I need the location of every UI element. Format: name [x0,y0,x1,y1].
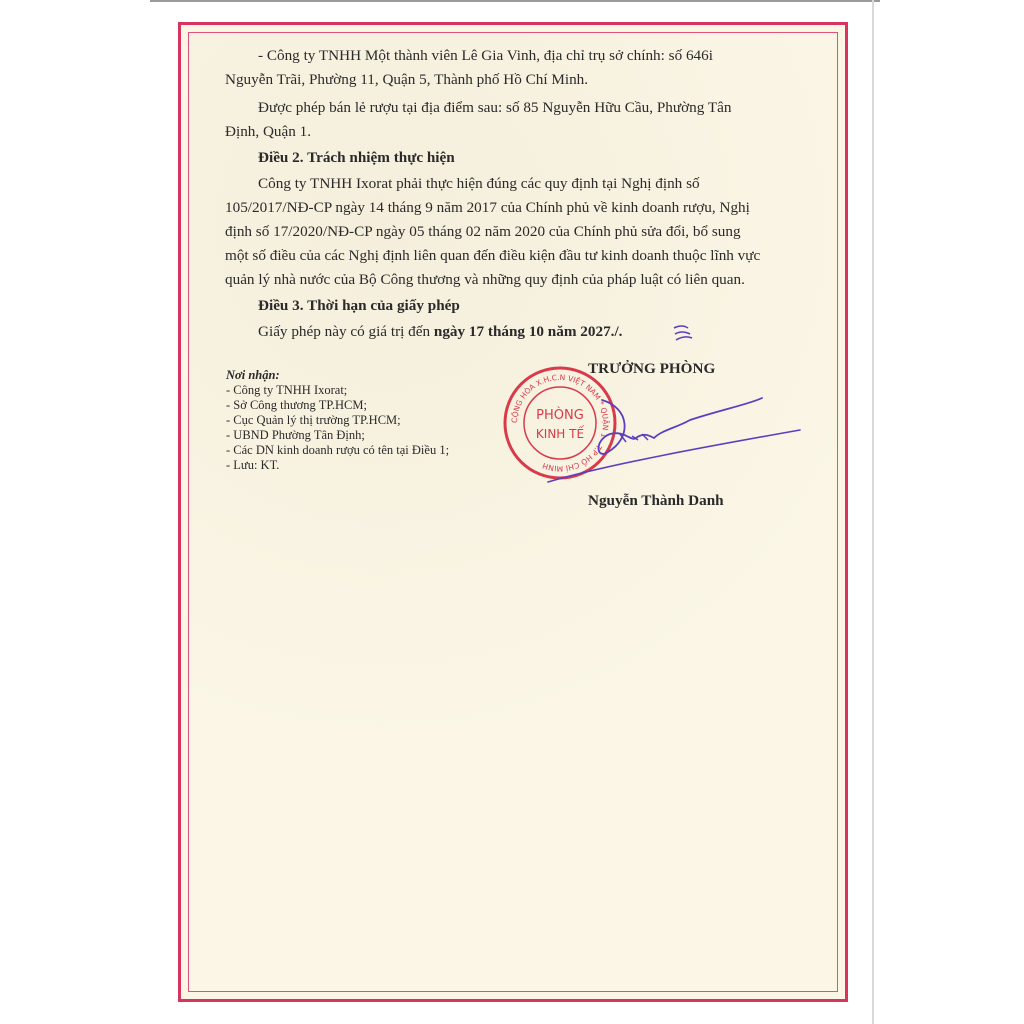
paragraph-line: Nguyễn Trãi, Phường 11, Quận 5, Thành phố Hồ Chí Minh. [225,71,589,88]
recipient-item: - Sở Công thương TP.HCM; [226,398,367,412]
recipient-item: - Lưu: KT. [226,458,280,472]
stamp-line2: KINH TẾ [535,427,585,441]
stamp-ring-text: CỘNG HÒA X.H.C.N VIỆT NAM * QUẬN 1 - T.P HỒ CHÍ MINH [509,372,611,474]
paragraph-line: Được phép bán lẻ rượu tại địa điểm sau: số 85 Nguyễn Hữu Cầu, Phường Tân [258,99,732,116]
paragraph-line: Định, Quận 1. [225,123,312,140]
recipients-title: Nơi nhận: [226,368,280,382]
paragraph-line: định số 17/2020/NĐ-CP ngày 05 tháng 02 năm 2020 của Chính phủ sửa đổi, bổ sung [225,223,741,240]
recipient-item: - Công ty TNHH Ixorat; [226,383,348,397]
paragraph-line: 105/2017/NĐ-CP ngày 14 tháng 9 năm 2017 của Chính phủ về kinh doanh rượu, Nghị [225,199,750,216]
paragraph-line: - Công ty TNHH Một thành viên Lê Gia Vinh, địa chỉ trụ sở chính: số 646i [258,47,713,64]
recipients-block [226,368,449,473]
validity-date: ngày 17 tháng 10 năm 2027./. [433,323,623,340]
scan-top-shadow [150,0,880,2]
signer-title: TRƯỞNG PHÒNG [588,360,716,377]
scan-right-edge [872,0,874,1024]
stamp-line1: PHÒNG [536,408,584,423]
article-2-heading: Điều 2. Trách nhiệm thực hiện [258,149,455,166]
recipient-item: - Các DN kinh doanh rượu có tên tại Điều 1; [226,443,450,457]
validity-line [258,320,622,344]
recipient-item: - Cục Quản lý thị trường TP.HCM; [226,413,401,427]
article-3-heading: Điều 3. Thời hạn của giấy phép [258,297,460,314]
paragraph-line: Công ty TNHH Ixorat phải thực hiện đúng các quy định tại Nghị định số [258,175,700,192]
handwritten-signature [540,390,820,490]
validity-prefix: Giấy phép này có giá trị đến [258,323,434,340]
signer-name: Nguyễn Thành Danh [588,492,724,509]
recipient-item: - UBND Phường Tân Định; [226,428,365,442]
paragraph-line: một số điều của các Nghị định liên quan đến điều kiện đầu tư kinh doanh thuộc lĩnh vực [225,247,761,264]
paragraph-line: quản lý nhà nước của Bộ Công thương và những quy định của pháp luật có liên quan. [225,271,745,288]
initial-mark [670,322,696,344]
